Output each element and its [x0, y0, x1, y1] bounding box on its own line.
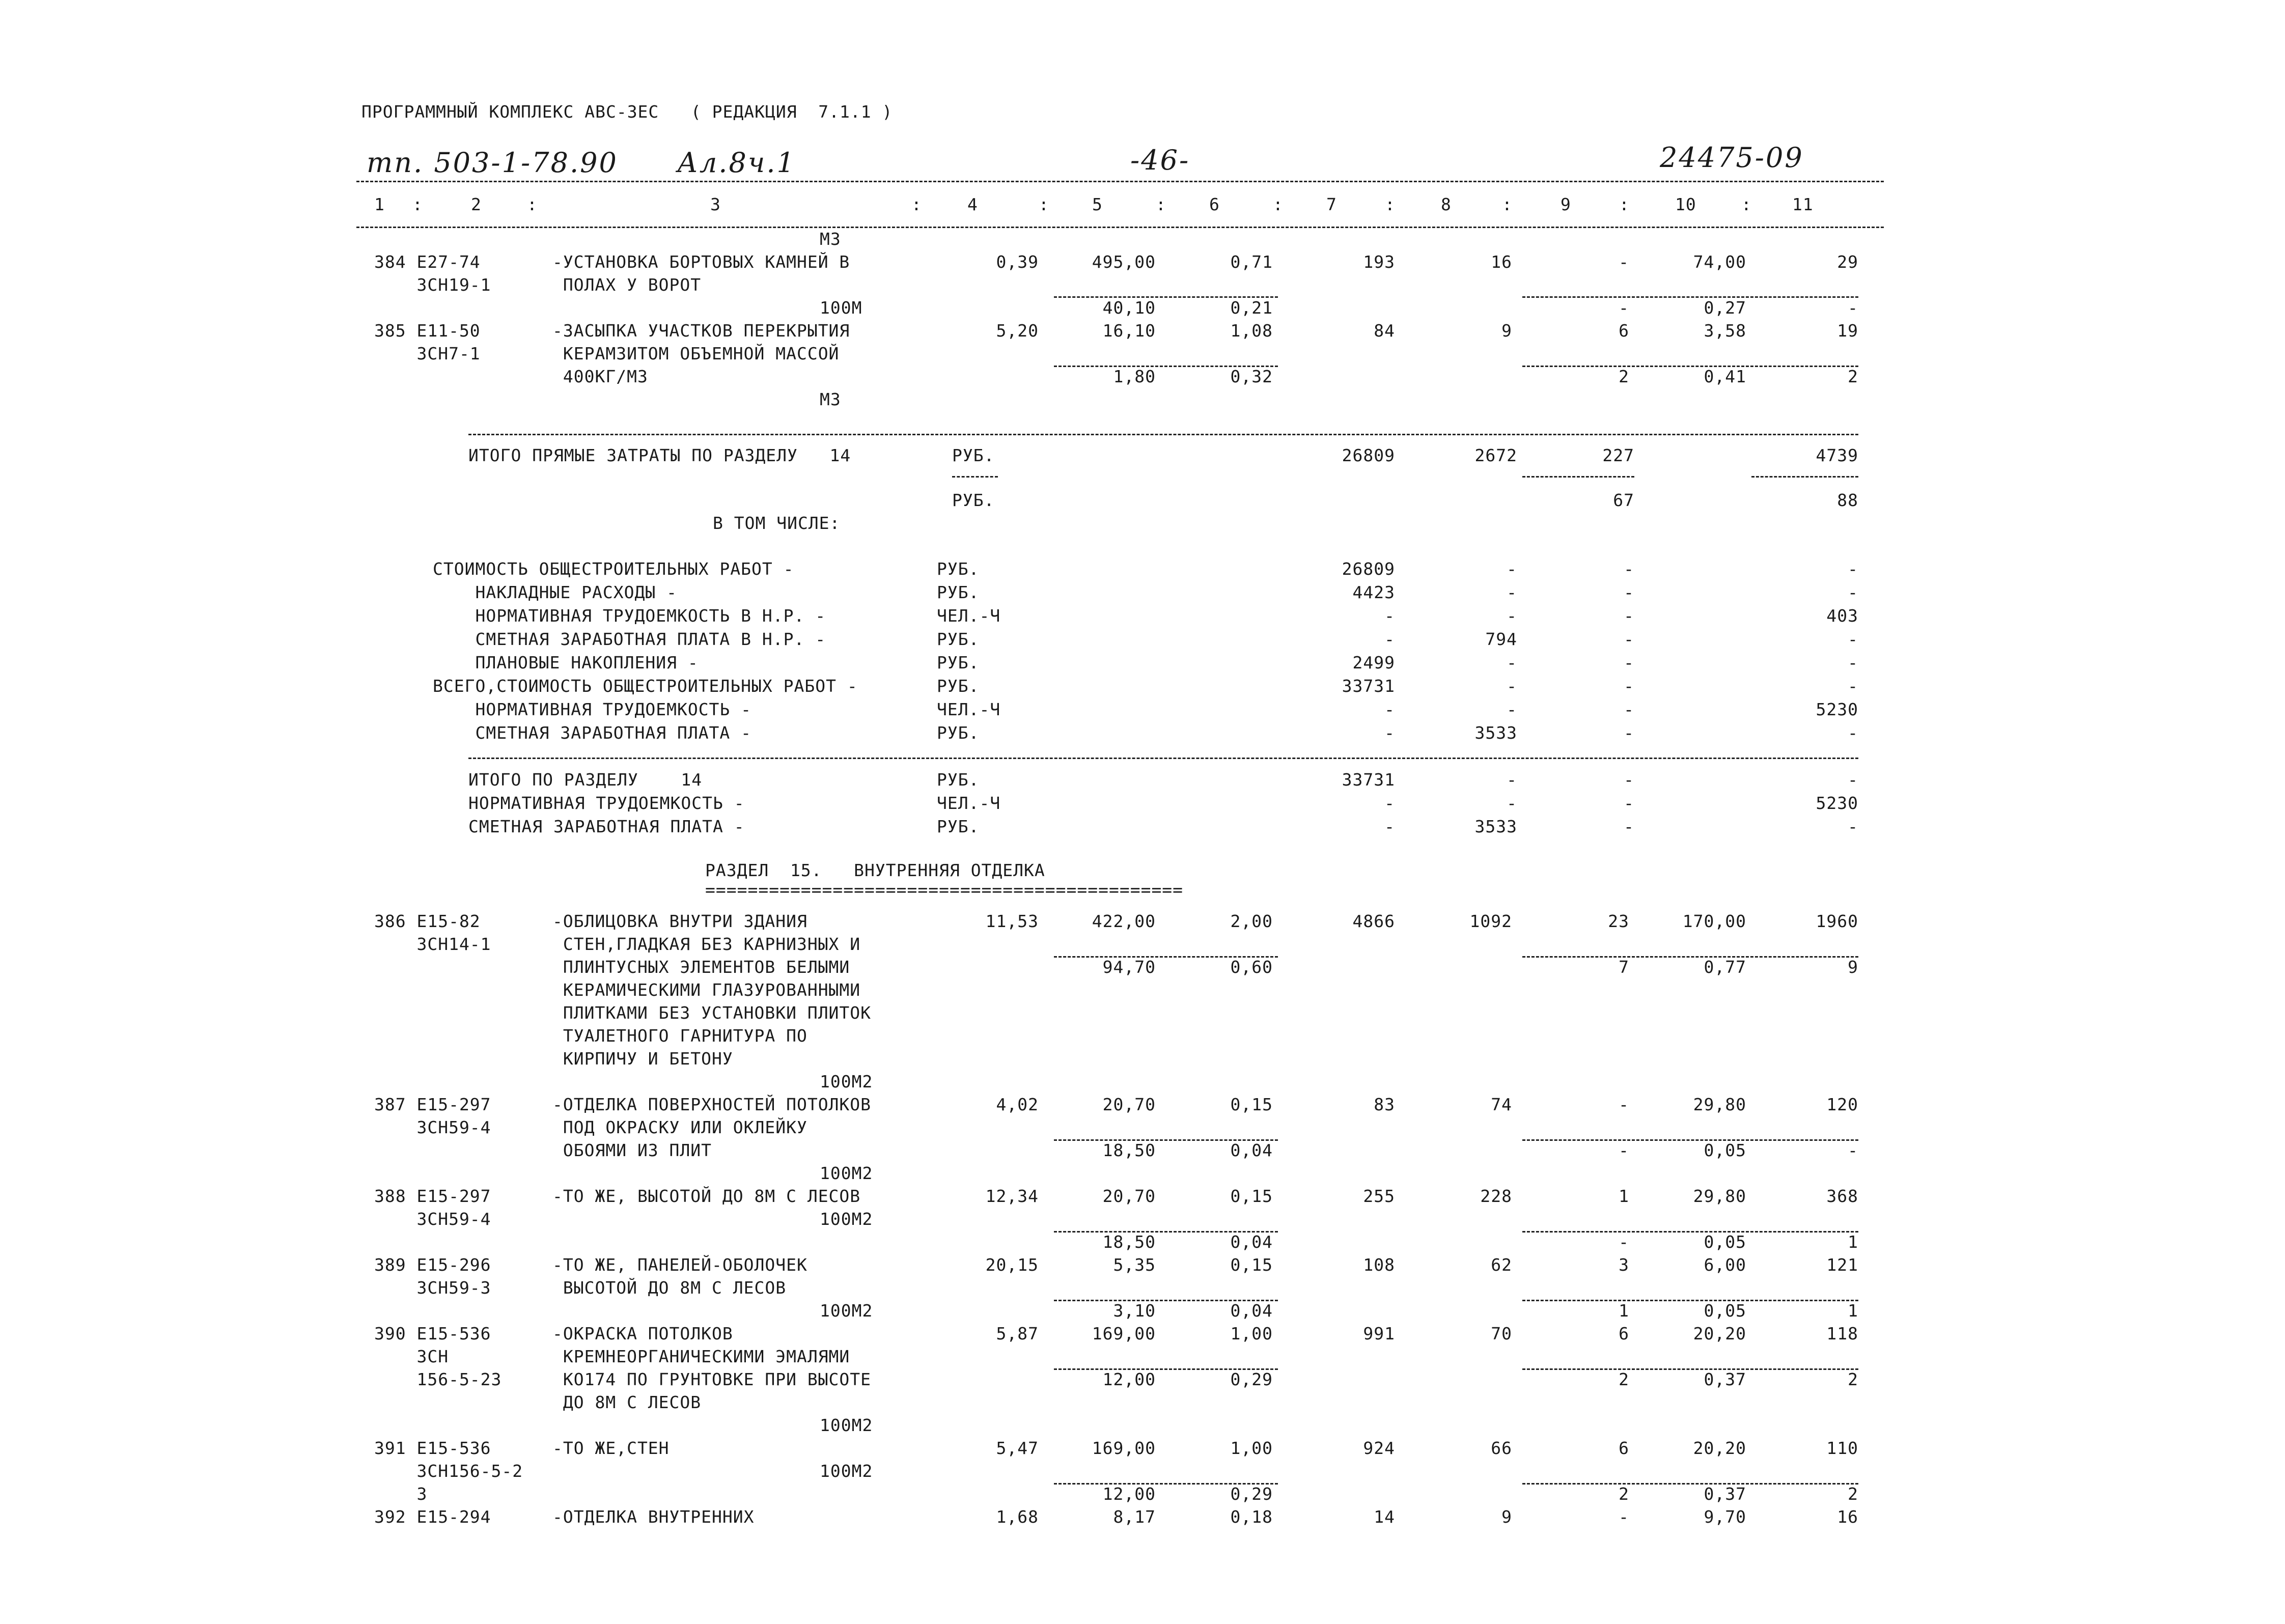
cell-c3: -ОБЛИЦОВКА ВНУТРИ ЗДАНИЯ [552, 911, 807, 931]
cell-c6: 0,15 [1230, 1186, 1273, 1206]
section-15-rule: ============================================= [705, 880, 1184, 900]
cell-c11: 1960 [1816, 911, 1858, 931]
cell-c11: 118 [1826, 1324, 1858, 1343]
cell-c6: 0,18 [1230, 1507, 1273, 1527]
cell-c11: 9 [1848, 957, 1858, 977]
cell-c1: 391 Е15-536 [374, 1438, 491, 1458]
cell-c5: 20,70 [1102, 1095, 1156, 1114]
cell-c7: 4866 [1352, 911, 1395, 931]
breakdown-label: СМЕТНАЯ ЗАРАБОТНАЯ ПЛАТА В Н.Р. - [433, 629, 826, 649]
cell-c9: - [1619, 1140, 1629, 1160]
cell-c9: 2 [1619, 367, 1629, 386]
breakdown-c9: - [1624, 723, 1634, 743]
cell-c6: 1,00 [1230, 1324, 1273, 1343]
cell-c4: 4,02 [996, 1095, 1039, 1114]
cell-c4: 5,47 [996, 1438, 1039, 1458]
col-header-11: 11 [1792, 194, 1814, 214]
breakdown-c11: - [1848, 723, 1858, 743]
cell-c9: 6 [1619, 1324, 1629, 1343]
cell-c5: 422,00 [1092, 911, 1156, 931]
cell-c11: 1 [1848, 1301, 1858, 1321]
breakdown-c8: 3533 [1474, 817, 1517, 836]
breakdown-c11: 5230 [1816, 793, 1858, 813]
cell-c3: ОБОЯМИ ИЗ ПЛИТ [552, 1140, 712, 1160]
col-header-9: 9 [1561, 194, 1571, 214]
breakdown-c9: - [1624, 699, 1634, 719]
cell-c8: 66 [1491, 1438, 1512, 1458]
cell-c6: 0,04 [1230, 1140, 1273, 1160]
cell-c3: 100М2 [820, 1415, 873, 1435]
cell-c1: 384 Е27-74 [374, 252, 481, 272]
section-divider [468, 434, 1858, 435]
cell-c1: 385 Е11-50 [374, 321, 481, 341]
cell-c5: 40,10 [1102, 298, 1156, 318]
col-header-7: 7 [1326, 194, 1337, 214]
breakdown-label: СМЕТНАЯ ЗАРАБОТНАЯ ПЛАТА - [468, 817, 745, 836]
cell-c6: 1,08 [1230, 321, 1273, 341]
breakdown-c9: - [1624, 817, 1634, 836]
cell-c6: 1,00 [1230, 1438, 1273, 1458]
breakdown-c9: - [1624, 770, 1634, 790]
cell-c9: - [1619, 252, 1629, 272]
cell-c5: 18,50 [1102, 1140, 1156, 1160]
total-c9: 227 [1602, 445, 1634, 465]
cell-c11: 29 [1837, 252, 1858, 272]
cell-c5: 3,10 [1113, 1301, 1156, 1321]
breakdown-unit: ЧЕЛ.-Ч [937, 699, 1001, 719]
cell-c1: 3СН19-1 [374, 275, 491, 295]
cell-c9: 2 [1619, 1484, 1629, 1504]
cell-c9: - [1619, 1232, 1629, 1252]
breakdown-c8: - [1507, 653, 1517, 673]
breakdown-c9: - [1624, 582, 1634, 602]
cell-c1: 3СН14-1 [374, 934, 491, 954]
handwritten-page-number: -46- [1130, 144, 1190, 176]
cell-c3: -ОТДЕЛКА ПОВЕРХНОСТЕЙ ПОТОЛКОВ [552, 1095, 872, 1114]
breakdown-c9: - [1624, 676, 1634, 696]
cell-c6: 0,29 [1230, 1369, 1273, 1389]
cell-c7: 924 [1363, 1438, 1395, 1458]
breakdown-c11: 403 [1826, 606, 1858, 626]
breakdown-c9: - [1624, 793, 1634, 813]
cell-c4: 5,20 [996, 321, 1039, 341]
breakdown-c8: 794 [1485, 629, 1517, 649]
cell-c7: 193 [1363, 252, 1395, 272]
cell-c11: - [1848, 298, 1858, 318]
cell-c9: 3 [1619, 1255, 1629, 1275]
breakdown-label: СТОИМОСТЬ ОБЩЕСТРОИТЕЛЬНЫХ РАБОТ - [433, 559, 794, 579]
cell-c10: 0,05 [1704, 1232, 1746, 1252]
cell-c8: 228 [1480, 1186, 1512, 1206]
cell-c10: 0,05 [1704, 1140, 1746, 1160]
cell-c9: - [1619, 1507, 1629, 1527]
breakdown-unit: РУБ. [937, 817, 980, 836]
cell-c10: 170,00 [1682, 911, 1746, 931]
breakdown-label: ВСЕГО,СТОИМОСТЬ ОБЩЕСТРОИТЕЛЬНЫХ РАБОТ - [433, 676, 858, 696]
cell-c11: 1 [1848, 1232, 1858, 1252]
cell-c9: 1 [1619, 1186, 1629, 1206]
cell-c10: 0,41 [1704, 367, 1746, 386]
cell-c5: 20,70 [1102, 1186, 1156, 1206]
cell-c1: 3СН [374, 1347, 449, 1366]
cell-c8: 9 [1501, 321, 1512, 341]
cell-c3: КЕРАМЗИТОМ ОБЪЕМНОЙ МАССОЙ [552, 344, 840, 363]
cell-c10: 29,80 [1693, 1095, 1746, 1114]
cell-c3: 400КГ/М3 [552, 367, 648, 386]
cell-c9: - [1619, 298, 1629, 318]
handwritten-code: 24475-09 [1660, 142, 1804, 174]
breakdown-unit: РУБ. [937, 582, 980, 602]
cell-c1: 387 Е15-297 [374, 1095, 491, 1114]
cell-c3: М3 [820, 389, 841, 409]
total-unit-2: РУБ. [952, 490, 995, 510]
breakdown-label: НОРМАТИВНАЯ ТРУДОЕМКОСТЬ - [468, 793, 745, 813]
col-header-3: 3 [710, 194, 721, 214]
breakdown-label: НОРМАТИВНАЯ ТРУДОЕМКОСТЬ - [433, 699, 752, 719]
breakdown-c7: - [1384, 699, 1395, 719]
cell-c9: 7 [1619, 957, 1629, 977]
cell-c5: 12,00 [1102, 1484, 1156, 1504]
section-15-title: РАЗДЕЛ 15. ВНУТРЕННЯЯ ОТДЕЛКА [705, 860, 1045, 880]
breakdown-unit: РУБ. [937, 770, 980, 790]
cell-c11: 120 [1826, 1095, 1858, 1114]
including-label: В ТОМ ЧИСЛЕ: [713, 513, 841, 533]
breakdown-c7: 33731 [1342, 676, 1395, 696]
cell-c11: 110 [1826, 1438, 1858, 1458]
cell-c9: 2 [1619, 1369, 1629, 1389]
cell-c1: 3СН156-5-2 [374, 1461, 523, 1481]
cell-c3: СТЕН,ГЛАДКАЯ БЕЗ КАРНИЗНЫХ И [552, 934, 861, 954]
cell-c4: 20,15 [985, 1255, 1039, 1275]
breakdown-label: НОРМАТИВНАЯ ТРУДОЕМКОСТЬ В Н.Р. - [433, 606, 826, 626]
cell-c3: 100М2 [820, 1209, 873, 1229]
cell-c6: 0,04 [1230, 1301, 1273, 1321]
cell-c1: 386 Е15-82 [374, 911, 481, 931]
cell-c9: 6 [1619, 321, 1629, 341]
cell-c7: 14 [1374, 1507, 1395, 1527]
cell-c8: 1092 [1469, 911, 1512, 931]
col-header-5: 5 [1092, 194, 1103, 214]
total-c11: 4739 [1816, 445, 1858, 465]
cell-c1: 388 Е15-297 [374, 1186, 491, 1206]
breakdown-c11: - [1848, 582, 1858, 602]
cell-c9: - [1619, 1095, 1629, 1114]
cell-c10: 9,70 [1704, 1507, 1746, 1527]
cell-c6: 0,71 [1230, 252, 1273, 272]
breakdown-c11: - [1848, 559, 1858, 579]
cell-c10: 20,20 [1693, 1438, 1746, 1458]
total2-c11: 88 [1837, 490, 1858, 510]
cell-c4: 5,87 [996, 1324, 1039, 1343]
breakdown-label: ПЛАНОВЫЕ НАКОПЛЕНИЯ - [433, 653, 699, 673]
cell-c8: 74 [1491, 1095, 1512, 1114]
cell-c11: 121 [1826, 1255, 1858, 1275]
cell-c3: КРЕМНЕОРГАНИЧЕСКИМИ ЭМАЛЯМИ [552, 1347, 850, 1366]
cell-c5: 16,10 [1102, 321, 1156, 341]
cell-c3: ПОД ОКРАСКУ ИЛИ ОКЛЕЙКУ [552, 1117, 807, 1137]
cell-c5: 12,00 [1102, 1369, 1156, 1389]
cell-c3: ПОЛАХ У ВОРОТ [552, 275, 702, 295]
cell-c6: 2,00 [1230, 911, 1273, 931]
cell-c1: 3СН59-4 [374, 1209, 491, 1229]
cell-c3: -ЗАСЫПКА УЧАСТКОВ ПЕРЕКРЫТИЯ [552, 321, 850, 341]
breakdown-c7: 33731 [1342, 770, 1395, 790]
breakdown-label: НАКЛАДНЫЕ РАСХОДЫ - [433, 582, 677, 602]
breakdown-c9: - [1624, 606, 1634, 626]
cell-c3: -ТО ЖЕ, ВЫСОТОЙ ДО 8М С ЛЕСОВ [552, 1186, 861, 1206]
breakdown-c11: 5230 [1816, 699, 1858, 719]
breakdown-c9: - [1624, 559, 1634, 579]
cell-c9: 1 [1619, 1301, 1629, 1321]
header-rule-top [356, 181, 1884, 182]
breakdown-unit: РУБ. [937, 559, 980, 579]
total-c8: 2672 [1474, 445, 1517, 465]
breakdown-unit: РУБ. [937, 629, 980, 649]
cell-c1: 3СН59-3 [374, 1278, 491, 1298]
cell-c6: 0,04 [1230, 1232, 1273, 1252]
cell-c3: ПЛИНТУСНЫХ ЭЛЕМЕНТОВ БЕЛЫМИ [552, 957, 850, 977]
cell-c3: ВЫСОТОЙ ДО 8М С ЛЕСОВ [552, 1278, 787, 1298]
cell-c11: - [1848, 1140, 1858, 1160]
cell-c4: 1,68 [996, 1507, 1039, 1527]
cell-c9: 23 [1608, 911, 1629, 931]
cell-c6: 0,15 [1230, 1095, 1273, 1114]
breakdown-unit: ЧЕЛ.-Ч [937, 606, 1001, 626]
cell-c6: 0,32 [1230, 367, 1273, 386]
cell-c3: -ОТДЕЛКА ВНУТРЕННИХ [552, 1507, 755, 1527]
cell-c10: 6,00 [1704, 1255, 1746, 1275]
cell-c11: 2 [1848, 1369, 1858, 1389]
cell-c1: 392 Е15-294 [374, 1507, 491, 1527]
header-rule-bottom [356, 227, 1884, 228]
cell-c9: 6 [1619, 1438, 1629, 1458]
breakdown-c8: - [1507, 606, 1517, 626]
cell-c3: ПЛИТКАМИ БЕЗ УСТАНОВКИ ПЛИТОК [552, 1003, 872, 1023]
breakdown-c8: - [1507, 559, 1517, 579]
subtotal-rule [1054, 366, 1278, 367]
breakdown-c8: - [1507, 582, 1517, 602]
total-label: ИТОГО ПРЯМЫЕ ЗАТРАТЫ ПО РАЗДЕЛУ 14 [468, 445, 851, 465]
breakdown-c7: 2499 [1352, 653, 1395, 673]
cell-c5: 169,00 [1092, 1438, 1156, 1458]
cell-c4: 12,34 [985, 1186, 1039, 1206]
cell-c1: 3 [374, 1484, 428, 1504]
breakdown-c9: - [1624, 653, 1634, 673]
cell-c8: 16 [1491, 252, 1512, 272]
breakdown-label: СМЕТНАЯ ЗАРАБОТНАЯ ПЛАТА - [433, 723, 752, 743]
cell-c3: М3 [820, 229, 841, 249]
breakdown-unit: ЧЕЛ.-Ч [937, 793, 1001, 813]
cell-c1: 389 Е15-296 [374, 1255, 491, 1275]
subtotal-rule [1054, 296, 1278, 298]
cell-c6: 0,29 [1230, 1484, 1273, 1504]
breakdown-c7: - [1384, 723, 1395, 743]
cell-c1: 156-5-23 [374, 1369, 502, 1389]
cell-c10: 20,20 [1693, 1324, 1746, 1343]
breakdown-c7: - [1384, 629, 1395, 649]
col-header-4: 4 [967, 194, 978, 214]
breakdown-c11: - [1848, 653, 1858, 673]
cell-c3: 100М2 [820, 1461, 873, 1481]
cell-c3: 100М2 [820, 1301, 873, 1321]
cell-c3: 100М2 [820, 1072, 873, 1091]
cell-c4: 11,53 [985, 911, 1039, 931]
cell-c10: 3,58 [1704, 321, 1746, 341]
cell-c10: 0,37 [1704, 1369, 1746, 1389]
breakdown-c8: - [1507, 676, 1517, 696]
handwritten-album: Ал.8ч.1 [677, 147, 796, 179]
cell-c7: 991 [1363, 1324, 1395, 1343]
cell-c1: 390 Е15-536 [374, 1324, 491, 1343]
breakdown-c7: 26809 [1342, 559, 1395, 579]
breakdown-c7: - [1384, 606, 1395, 626]
subtotal-rule [1522, 296, 1858, 298]
cell-c3: -ОКРАСКА ПОТОЛКОВ [552, 1324, 733, 1343]
cell-c3: КИРПИЧУ И БЕТОНУ [552, 1049, 733, 1069]
breakdown-c11: - [1848, 770, 1858, 790]
cell-c3: ТУАЛЕТНОГО ГАРНИТУРА ПО [552, 1026, 807, 1046]
breakdown-unit: РУБ. [937, 676, 980, 696]
cell-c11: 2 [1848, 367, 1858, 386]
cell-c7: 83 [1374, 1095, 1395, 1114]
breakdown-label: ИТОГО ПО РАЗДЕЛУ 14 [468, 770, 703, 790]
cell-c5: 94,70 [1102, 957, 1156, 977]
cell-c8: 62 [1491, 1255, 1512, 1275]
cell-c3: КО174 ПО ГРУНТОВКЕ ПРИ ВЫСОТЕ [552, 1369, 872, 1389]
cell-c3: КЕРАМИЧЕСКИМИ ГЛАЗУРОВАННЫМИ [552, 980, 861, 1000]
cell-c1: 3СН7-1 [374, 344, 481, 363]
cell-c3: 100М2 [820, 1163, 873, 1183]
total-unit: РУБ. [952, 445, 995, 465]
cell-c7: 84 [1374, 321, 1395, 341]
cell-c3: ДО 8М С ЛЕСОВ [552, 1392, 702, 1412]
breakdown-c7: 4423 [1352, 582, 1395, 602]
cell-c7: 255 [1363, 1186, 1395, 1206]
cell-c5: 495,00 [1092, 252, 1156, 272]
cell-c3: -ТО ЖЕ, ПАНЕЛЕЙ-ОБОЛОЧЕК [552, 1255, 807, 1275]
cell-c11: 368 [1826, 1186, 1858, 1206]
breakdown-unit: РУБ. [937, 723, 980, 743]
cell-c5: 18,50 [1102, 1232, 1156, 1252]
breakdown-c11: - [1848, 676, 1858, 696]
section-divider [468, 758, 1858, 759]
cell-c5: 1,80 [1113, 367, 1156, 386]
cell-c3: -УСТАНОВКА БОРТОВЫХ КАМНЕЙ В [552, 252, 850, 272]
cell-c6: 0,15 [1230, 1255, 1273, 1275]
breakdown-c8: - [1507, 793, 1517, 813]
cell-c4: 0,39 [996, 252, 1039, 272]
cell-c10: 0,37 [1704, 1484, 1746, 1504]
cell-c5: 8,17 [1113, 1507, 1156, 1527]
cell-c10: 0,27 [1704, 298, 1746, 318]
breakdown-c8: 3533 [1474, 723, 1517, 743]
cell-c8: 70 [1491, 1324, 1512, 1343]
cell-c10: 29,80 [1693, 1186, 1746, 1206]
col-header-10: 10 [1675, 194, 1696, 214]
cell-c8: 9 [1501, 1507, 1512, 1527]
cell-c3: -ТО ЖЕ,СТЕН [552, 1438, 670, 1458]
breakdown-c7: - [1384, 817, 1395, 836]
cell-c7: 108 [1363, 1255, 1395, 1275]
breakdown-c8: - [1507, 770, 1517, 790]
cell-c6: 0,60 [1230, 957, 1273, 977]
breakdown-c7: - [1384, 793, 1395, 813]
cell-c3: 100М [820, 298, 862, 318]
col-header-1: 1 [374, 194, 385, 214]
cell-c11: 16 [1837, 1507, 1858, 1527]
handwritten-project: тп. 503-1-78.90 [367, 147, 618, 179]
cell-c10: 0,05 [1704, 1301, 1746, 1321]
total-c7: 26809 [1342, 445, 1395, 465]
cell-c10: 74,00 [1693, 252, 1746, 272]
col-header-2: 2 [471, 194, 482, 214]
breakdown-unit: РУБ. [937, 653, 980, 673]
cell-c5: 5,35 [1113, 1255, 1156, 1275]
breakdown-c11: - [1848, 629, 1858, 649]
breakdown-c11: - [1848, 817, 1858, 836]
total2-c9: 67 [1613, 490, 1634, 510]
subtotal-rule [1522, 366, 1858, 367]
cell-c11: 19 [1837, 321, 1858, 341]
breakdown-c8: - [1507, 699, 1517, 719]
col-header-8: 8 [1441, 194, 1452, 214]
cell-c6: 0,21 [1230, 298, 1273, 318]
cell-c11: 2 [1848, 1484, 1858, 1504]
breakdown-c9: - [1624, 629, 1634, 649]
cell-c1: 3СН59-4 [374, 1117, 491, 1137]
cell-c5: 169,00 [1092, 1324, 1156, 1343]
cell-c10: 0,77 [1704, 957, 1746, 977]
col-header-6: 6 [1209, 194, 1220, 214]
program-header: ПРОГРАММНЫЙ КОМПЛЕКС АВС-3ЕС ( РЕДАКЦИЯ 7.1.1 ) [361, 102, 893, 122]
